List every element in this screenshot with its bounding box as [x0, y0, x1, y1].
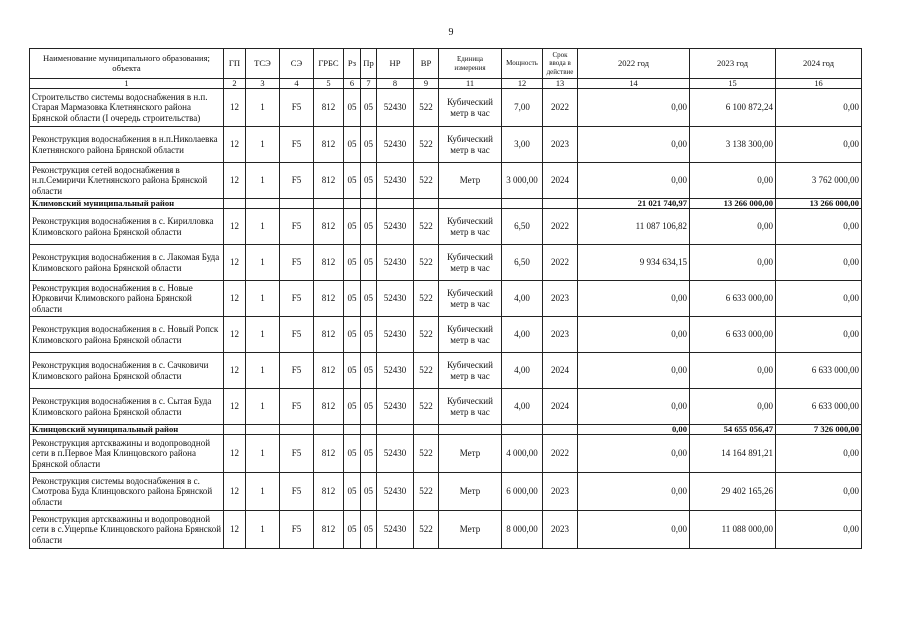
grbs-cell: 812	[314, 245, 344, 281]
commission-year-cell: 2023	[543, 511, 578, 549]
empty-cell	[344, 425, 361, 435]
grbs-cell: 812	[314, 209, 344, 245]
object-name: Реконструкция водоснабжения в с. Лакомая Буда Климовского района Брянской области	[30, 245, 224, 281]
object-name: Реконструкция водоснабжения в с. Кирилловка Климовского района Брянской области	[30, 209, 224, 245]
gp-cell: 12	[224, 389, 246, 425]
object-name: Реконструкция артскважины и водопроводной сети в с.Ущерпье Клинцовского района Брянской области	[30, 511, 224, 549]
commission-year-cell: 2022	[543, 89, 578, 127]
gp-cell: 12	[224, 89, 246, 127]
tse-cell: 1	[246, 127, 280, 163]
gp-cell: 12	[224, 435, 246, 473]
se-cell: F5	[280, 511, 314, 549]
column-number: 6	[344, 79, 361, 89]
commission-year-cell: 2022	[543, 209, 578, 245]
amount-2022: 0,00	[578, 89, 690, 127]
vr-cell: 522	[414, 89, 439, 127]
nr-cell: 52430	[377, 473, 414, 511]
tse-cell: 1	[246, 389, 280, 425]
column-number: 1	[30, 79, 224, 89]
commission-year-cell: 2024	[543, 163, 578, 199]
gp-cell: 12	[224, 127, 246, 163]
amount-2024: 0,00	[776, 473, 862, 511]
vr-cell: 522	[414, 317, 439, 353]
commission-year-cell: 2023	[543, 473, 578, 511]
commission-year-cell: 2024	[543, 353, 578, 389]
rz-cell: 05	[344, 473, 361, 511]
amount-2022: 0,00	[578, 317, 690, 353]
amount-2023: 11 088 000,00	[690, 511, 776, 549]
column-number: 11	[439, 79, 502, 89]
amount-2024: 0,00	[776, 511, 862, 549]
unit-cell: Метр	[439, 435, 502, 473]
amount-2022: 0,00	[578, 353, 690, 389]
empty-cell	[314, 425, 344, 435]
column-number: 2	[224, 79, 246, 89]
unit-cell: Кубический метр в час	[439, 389, 502, 425]
amount-2023: 29 402 165,26	[690, 473, 776, 511]
unit-cell: Метр	[439, 163, 502, 199]
amount-2024: 6 633 000,00	[776, 389, 862, 425]
amount-2022: 0,00	[578, 435, 690, 473]
power-cell: 7,00	[502, 89, 543, 127]
grbs-cell: 812	[314, 353, 344, 389]
object-name: Реконструкция водоснабжения в с. Новые Юрковичи Климовского района Брянской области	[30, 281, 224, 317]
column-number: 14	[578, 79, 690, 89]
amount-2023: 0,00	[690, 245, 776, 281]
empty-cell	[314, 199, 344, 209]
object-row	[30, 389, 862, 425]
empty-cell	[246, 199, 280, 209]
tse-cell: 1	[246, 353, 280, 389]
amount-2024: 0,00	[776, 245, 862, 281]
nr-cell: 52430	[377, 435, 414, 473]
column-number: 5	[314, 79, 344, 89]
object-name: Реконструкция системы водоснабжения в с. Смотрова Буда Клинцовского района Брянской области	[30, 473, 224, 511]
rz-cell: 05	[344, 511, 361, 549]
pr-cell: 05	[361, 353, 377, 389]
amount-2024: 6 633 000,00	[776, 353, 862, 389]
se-cell: F5	[280, 127, 314, 163]
se-cell: F5	[280, 163, 314, 199]
object-name: Реконструкция водоснабжения в с. Новый Ропск Климовского района Брянской области	[30, 317, 224, 353]
object-row	[30, 317, 862, 353]
empty-cell	[246, 425, 280, 435]
amount-2022: 0,00	[578, 425, 690, 435]
empty-cell	[414, 425, 439, 435]
amount-2022: 21 021 740,97	[578, 199, 690, 209]
header-cell: ВР	[414, 49, 439, 79]
pr-cell: 05	[361, 127, 377, 163]
amount-2024: 0,00	[776, 209, 862, 245]
unit-cell: Кубический метр в час	[439, 317, 502, 353]
object-row	[30, 435, 862, 473]
rz-cell: 05	[344, 389, 361, 425]
amount-2023: 6 100 872,24	[690, 89, 776, 127]
object-row	[30, 281, 862, 317]
se-cell: F5	[280, 281, 314, 317]
vr-cell: 522	[414, 163, 439, 199]
district-name: Климовский муниципальный район	[30, 199, 224, 209]
unit-cell: Кубический метр в час	[439, 209, 502, 245]
power-cell: 4,00	[502, 281, 543, 317]
grbs-cell: 812	[314, 89, 344, 127]
power-cell: 6 000,00	[502, 473, 543, 511]
power-cell: 4 000,00	[502, 435, 543, 473]
amount-2023: 0,00	[690, 163, 776, 199]
se-cell: F5	[280, 245, 314, 281]
nr-cell: 52430	[377, 317, 414, 353]
amount-2022: 0,00	[578, 163, 690, 199]
grbs-cell: 812	[314, 281, 344, 317]
page-number: 9	[448, 27, 454, 38]
amount-2024: 0,00	[776, 435, 862, 473]
se-cell: F5	[280, 473, 314, 511]
commission-year-cell: 2022	[543, 245, 578, 281]
vr-cell: 522	[414, 435, 439, 473]
se-cell: F5	[280, 209, 314, 245]
district-total-row	[30, 199, 862, 209]
commission-year-cell: 2023	[543, 127, 578, 163]
power-cell: 6,50	[502, 245, 543, 281]
column-number: 12	[502, 79, 543, 89]
nr-cell: 52430	[377, 209, 414, 245]
header-cell: Наименование муниципального образования; объекта	[30, 49, 224, 79]
nr-cell: 52430	[377, 127, 414, 163]
amount-2024: 7 326 000,00	[776, 425, 862, 435]
amount-2024: 13 266 000,00	[776, 199, 862, 209]
district-name: Клинцовский муниципальный район	[30, 425, 224, 435]
power-cell: 3 000,00	[502, 163, 543, 199]
se-cell: F5	[280, 435, 314, 473]
object-row	[30, 89, 862, 127]
empty-cell	[224, 425, 246, 435]
amount-2022: 0,00	[578, 281, 690, 317]
pr-cell: 05	[361, 317, 377, 353]
header-cell: ТСЭ	[246, 49, 280, 79]
amount-2024: 0,00	[776, 317, 862, 353]
nr-cell: 52430	[377, 163, 414, 199]
rz-cell: 05	[344, 127, 361, 163]
grbs-cell: 812	[314, 127, 344, 163]
pr-cell: 05	[361, 209, 377, 245]
column-number-row	[30, 79, 862, 89]
column-number: 7	[361, 79, 377, 89]
amount-2022: 0,00	[578, 511, 690, 549]
amount-2022: 9 934 634,15	[578, 245, 690, 281]
tse-cell: 1	[246, 317, 280, 353]
column-number: 3	[246, 79, 280, 89]
object-row	[30, 473, 862, 511]
unit-cell: Кубический метр в час	[439, 245, 502, 281]
power-cell: 4,00	[502, 317, 543, 353]
pr-cell: 05	[361, 389, 377, 425]
pr-cell: 05	[361, 473, 377, 511]
object-name: Реконструкция сетей водоснабжения в н.п.Семиричи Клетнянского района Брянской области	[30, 163, 224, 199]
rz-cell: 05	[344, 89, 361, 127]
empty-cell	[361, 199, 377, 209]
tse-cell: 1	[246, 245, 280, 281]
nr-cell: 52430	[377, 245, 414, 281]
vr-cell: 522	[414, 353, 439, 389]
gp-cell: 12	[224, 209, 246, 245]
commission-year-cell: 2024	[543, 389, 578, 425]
amount-2024: 0,00	[776, 281, 862, 317]
tse-cell: 1	[246, 163, 280, 199]
gp-cell: 12	[224, 281, 246, 317]
amount-2023: 0,00	[690, 209, 776, 245]
empty-cell	[543, 199, 578, 209]
grbs-cell: 812	[314, 317, 344, 353]
empty-cell	[439, 199, 502, 209]
object-name: Реконструкция водоснабжения в с. Сытая Буда Климовского района Брянской области	[30, 389, 224, 425]
vr-cell: 522	[414, 511, 439, 549]
amount-2022: 0,00	[578, 473, 690, 511]
vr-cell: 522	[414, 245, 439, 281]
nr-cell: 52430	[377, 511, 414, 549]
unit-cell: Метр	[439, 473, 502, 511]
grbs-cell: 812	[314, 473, 344, 511]
empty-cell	[502, 425, 543, 435]
object-name: Реконструкция артскважины и водопроводной сети в п.Первое Мая Клинцовского района Брянской области	[30, 435, 224, 473]
commission-year-cell: 2023	[543, 317, 578, 353]
amount-2023: 6 633 000,00	[690, 317, 776, 353]
rz-cell: 05	[344, 281, 361, 317]
pr-cell: 05	[361, 245, 377, 281]
nr-cell: 52430	[377, 89, 414, 127]
rz-cell: 05	[344, 245, 361, 281]
gp-cell: 12	[224, 473, 246, 511]
grbs-cell: 812	[314, 511, 344, 549]
empty-cell	[502, 199, 543, 209]
header-cell: СЭ	[280, 49, 314, 79]
pr-cell: 05	[361, 163, 377, 199]
empty-cell	[414, 199, 439, 209]
amount-2022: 0,00	[578, 127, 690, 163]
pr-cell: 05	[361, 435, 377, 473]
column-number: 16	[776, 79, 862, 89]
tse-cell: 1	[246, 89, 280, 127]
empty-cell	[361, 425, 377, 435]
unit-cell: Метр	[439, 511, 502, 549]
amount-2023: 14 164 891,21	[690, 435, 776, 473]
empty-cell	[439, 425, 502, 435]
amount-2023: 0,00	[690, 353, 776, 389]
power-cell: 8 000,00	[502, 511, 543, 549]
vr-cell: 522	[414, 127, 439, 163]
amount-2023: 3 138 300,00	[690, 127, 776, 163]
vr-cell: 522	[414, 281, 439, 317]
power-cell: 4,00	[502, 353, 543, 389]
tse-cell: 1	[246, 435, 280, 473]
rz-cell: 05	[344, 353, 361, 389]
empty-cell	[543, 425, 578, 435]
amount-2023: 54 655 056,47	[690, 425, 776, 435]
header-cell: Мощность	[502, 49, 543, 79]
se-cell: F5	[280, 89, 314, 127]
gp-cell: 12	[224, 511, 246, 549]
amount-2023: 6 633 000,00	[690, 281, 776, 317]
header-cell: ГРБС	[314, 49, 344, 79]
grbs-cell: 812	[314, 389, 344, 425]
object-name: Реконструкция водоснабжения в с. Сачковичи Климовского района Брянской области	[30, 353, 224, 389]
empty-cell	[224, 199, 246, 209]
pr-cell: 05	[361, 511, 377, 549]
empty-cell	[280, 199, 314, 209]
nr-cell: 52430	[377, 389, 414, 425]
header-cell: ГП	[224, 49, 246, 79]
vr-cell: 522	[414, 473, 439, 511]
header-cell: НР	[377, 49, 414, 79]
amount-2023: 0,00	[690, 389, 776, 425]
amount-2022: 11 087 106,82	[578, 209, 690, 245]
object-row	[30, 511, 862, 549]
amount-2024: 0,00	[776, 127, 862, 163]
unit-cell: Кубический метр в час	[439, 353, 502, 389]
vr-cell: 522	[414, 389, 439, 425]
commission-year-cell: 2023	[543, 281, 578, 317]
budget-table	[29, 48, 862, 549]
amount-2024: 0,00	[776, 89, 862, 127]
empty-cell	[344, 199, 361, 209]
se-cell: F5	[280, 353, 314, 389]
gp-cell: 12	[224, 245, 246, 281]
header-cell: 2023 год	[690, 49, 776, 79]
unit-cell: Кубический метр в час	[439, 89, 502, 127]
tse-cell: 1	[246, 473, 280, 511]
power-cell: 3,00	[502, 127, 543, 163]
amount-2024: 3 762 000,00	[776, 163, 862, 199]
pr-cell: 05	[361, 89, 377, 127]
grbs-cell: 812	[314, 435, 344, 473]
column-number: 9	[414, 79, 439, 89]
header-cell: Рз	[344, 49, 361, 79]
amount-2022: 0,00	[578, 389, 690, 425]
object-row	[30, 245, 862, 281]
header-cell: Единица измерения	[439, 49, 502, 79]
column-number: 8	[377, 79, 414, 89]
column-number: 13	[543, 79, 578, 89]
power-cell: 4,00	[502, 389, 543, 425]
rz-cell: 05	[344, 163, 361, 199]
column-number: 4	[280, 79, 314, 89]
rz-cell: 05	[344, 209, 361, 245]
gp-cell: 12	[224, 163, 246, 199]
empty-cell	[377, 425, 414, 435]
header-cell: Пр	[361, 49, 377, 79]
pr-cell: 05	[361, 281, 377, 317]
nr-cell: 52430	[377, 281, 414, 317]
grbs-cell: 812	[314, 163, 344, 199]
empty-cell	[280, 425, 314, 435]
tse-cell: 1	[246, 511, 280, 549]
tse-cell: 1	[246, 281, 280, 317]
rz-cell: 05	[344, 435, 361, 473]
object-row	[30, 163, 862, 199]
nr-cell: 52430	[377, 353, 414, 389]
header-cell: 2022 год	[578, 49, 690, 79]
se-cell: F5	[280, 389, 314, 425]
header-cell: Срок ввода в действие	[543, 49, 578, 79]
rz-cell: 05	[344, 317, 361, 353]
district-total-row	[30, 425, 862, 435]
tse-cell: 1	[246, 209, 280, 245]
object-row	[30, 209, 862, 245]
gp-cell: 12	[224, 353, 246, 389]
unit-cell: Кубический метр в час	[439, 127, 502, 163]
se-cell: F5	[280, 317, 314, 353]
unit-cell: Кубический метр в час	[439, 281, 502, 317]
commission-year-cell: 2022	[543, 435, 578, 473]
empty-cell	[377, 199, 414, 209]
object-name: Строительство системы водоснабжения в н.п. Старая Мармазовка Клетнянского района Брянской области (I очередь строительства)	[30, 89, 224, 127]
vr-cell: 522	[414, 209, 439, 245]
object-row	[30, 127, 862, 163]
power-cell: 6,50	[502, 209, 543, 245]
header-cell: 2024 год	[776, 49, 862, 79]
header-row	[30, 49, 862, 79]
amount-2023: 13 266 000,00	[690, 199, 776, 209]
object-row	[30, 353, 862, 389]
object-name: Реконструкция водоснабжения в н.п.Николаевка Клетнянского района Брянской области	[30, 127, 224, 163]
column-number: 15	[690, 79, 776, 89]
gp-cell: 12	[224, 317, 246, 353]
